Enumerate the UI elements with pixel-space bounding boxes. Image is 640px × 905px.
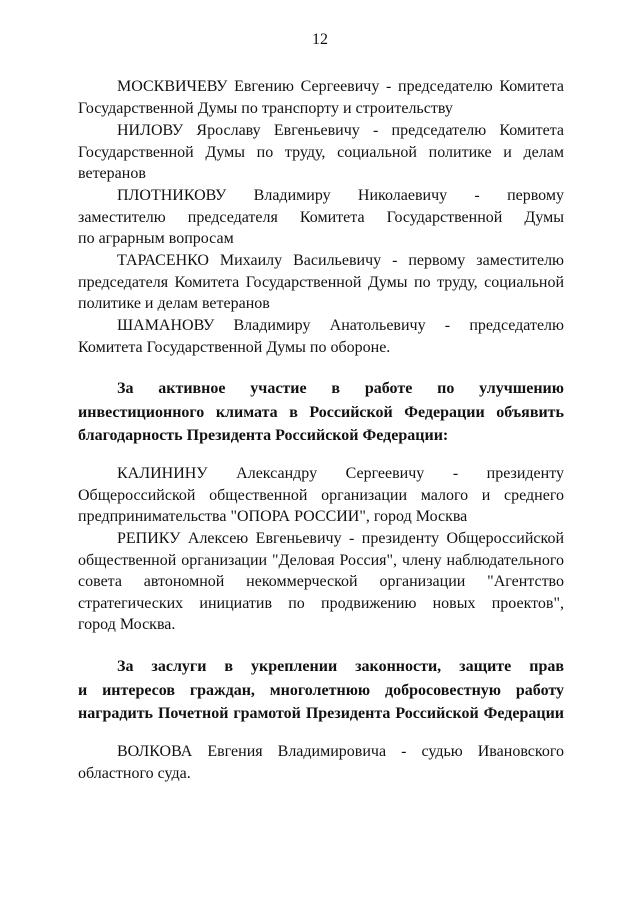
entry-line: политике и делам ветеранов (78, 295, 270, 313)
section-heading (78, 377, 564, 448)
heading-line: За активное участие в работе по улучшению (117, 380, 564, 397)
page-number: 12 (312, 31, 328, 48)
heading-line: инвестиционного климата в Российской Федерации объявить (78, 403, 564, 421)
entry-line: МОСКВИЧЕВУ Евгению Сергеевичу - председателю Комитета (117, 78, 564, 95)
entry-line: КАЛИНИНУ Александру Сергеевичу - президенту (117, 465, 564, 482)
award-entry (78, 463, 564, 528)
entry-line: ТАРАСЕНКО Михаилу Васильевичу - первому заместителю (117, 252, 564, 269)
entry-line: общественной организации "Деловая Россия", члену наблюдательного (78, 551, 564, 569)
heading-line: За заслуги в укреплении законности, защите прав (117, 658, 564, 675)
award-entry (78, 315, 564, 358)
entry-line: Государственной Думы по труду, социальной политике и делам (78, 143, 564, 161)
entry-line: совета автономной некоммерческой организации "Агентство (78, 573, 564, 591)
award-entry (78, 741, 564, 784)
entry-line: ШАМАНОВУ Владимиру Анатольевичу - председателю (117, 317, 564, 334)
entry-line: НИЛОВУ Ярославу Евгеньевичу - председателю Комитета (117, 122, 564, 139)
entry-line: ветеранов (78, 165, 146, 183)
award-entry (78, 120, 564, 185)
entry-line: стратегических инициатив по продвижению новых проектов", (78, 594, 564, 612)
award-entry (78, 76, 564, 119)
section-heading (78, 655, 564, 726)
award-entry (78, 528, 564, 636)
heading-line: наградить Почетной грамотой Президента Российской Федерации (78, 705, 564, 722)
award-entry (78, 250, 564, 315)
entry-line: ПЛОТНИКОВУ Владимиру Николаевичу - первому (117, 187, 564, 204)
entry-line: ВОЛКОВА Евгения Владимировича - судью Ивановского (117, 743, 564, 760)
entry-line: город Москва. (78, 616, 176, 634)
heading-line: и интересов граждан, многолетнюю добросовестную работу (78, 681, 564, 699)
entry-line: заместителю председателя Комитета Государственной Думы (78, 208, 564, 226)
entry-line: председателя Комитета Государственной Думы по труду, социальной (78, 273, 564, 291)
entry-line: РЕПИКУ Алексею Евгеньевичу - президенту Общероссийской (117, 530, 564, 547)
entry-line: Комитета Государственной Думы по обороне. (78, 338, 391, 356)
entry-line: Государственной Думы по транспорту и строительству (78, 99, 453, 117)
award-entry (78, 185, 564, 250)
entry-line: предпринимательства "ОПОРА РОССИИ", город Москва (78, 508, 468, 526)
entry-line: по аграрным вопросам (78, 230, 234, 248)
entry-line: Общероссийской общественной организации малого и среднего (78, 486, 564, 504)
heading-line: благодарность Президента Российской Федерации: (78, 427, 449, 444)
entry-line: областного суда. (78, 764, 191, 782)
